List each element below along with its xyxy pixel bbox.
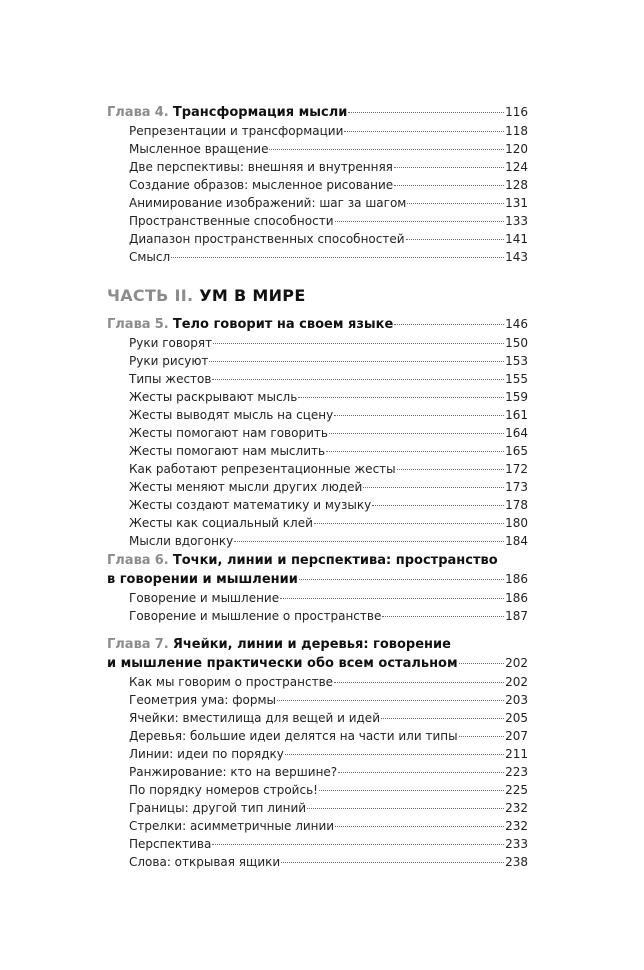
entry-page: 184 (505, 534, 528, 548)
dot-leader (406, 239, 505, 240)
dot-leader (334, 682, 504, 683)
toc-entry (107, 462, 528, 480)
entry-page: 178 (505, 498, 528, 512)
chapter-6-heading-line-1 (107, 553, 528, 572)
toc-entry (107, 591, 528, 609)
entry-page: 187 (505, 609, 528, 623)
toc-entry (107, 354, 528, 372)
entry-title: Пространственные способности (129, 214, 334, 228)
toc-entry (107, 178, 528, 196)
chapter-page: 202 (505, 656, 528, 670)
entry-title: Говорение и мышление о пространстве (129, 609, 382, 623)
entry-title: Создание образов: мысленное рисование (129, 178, 394, 192)
toc-entry (107, 124, 528, 142)
entry-page: 161 (505, 408, 528, 422)
chapter-number: 7. (154, 637, 169, 652)
chapter-label: Глава (107, 105, 151, 120)
chapter-label: Глава (107, 317, 151, 332)
entry-title: Жесты раскрывают мысль (129, 390, 298, 404)
entry-page: 124 (505, 160, 528, 174)
entry-title: Жесты помогают нам говорить (129, 426, 328, 440)
entry-page: 131 (505, 196, 528, 210)
entry-page: 186 (505, 591, 528, 605)
entry-title: Как работают репрезентационные жесты (129, 462, 396, 476)
toc-entry (107, 372, 528, 390)
dot-leader (209, 361, 504, 362)
entry-page: 128 (505, 178, 528, 192)
entry-title: Жесты меняют мысли других людей (129, 480, 363, 494)
toc-entry (107, 855, 528, 873)
chapter-label: Глава (107, 553, 151, 568)
toc-entry (107, 336, 528, 354)
dot-leader (234, 541, 504, 542)
entry-page: 233 (505, 837, 528, 851)
entry-title: Слова: открывая ящики (129, 855, 281, 869)
dot-leader (344, 131, 504, 132)
entry-title: Диапазон пространственных способностей (129, 232, 405, 246)
dot-leader (285, 754, 504, 755)
dot-leader (298, 397, 504, 398)
toc-entry (107, 534, 528, 552)
entry-title: Деревья: большие идеи делятся на части или типы (129, 729, 458, 743)
entry-page: 120 (505, 142, 528, 156)
chapter-5-heading (107, 317, 528, 336)
chapter-number: 5. (154, 317, 169, 332)
entry-page: 232 (505, 819, 528, 833)
chapter-title: Точки, линии и перспектива: пространство (172, 553, 498, 568)
dot-leader (171, 257, 504, 258)
chapter-4-heading (107, 105, 528, 124)
toc-entry (107, 819, 528, 837)
entry-title: Ячейки: вместилища для вещей и идей (129, 711, 380, 725)
chapter-4-block (107, 105, 528, 268)
entry-title: Как мы говорим о пространстве (129, 675, 334, 689)
entry-title: Жесты создают математику и музыку (129, 498, 372, 512)
entry-page: 232 (505, 801, 528, 815)
toc-entry (107, 711, 528, 729)
dot-leader (394, 167, 504, 168)
chapter-title: Тело говорит на своем языке (172, 317, 394, 332)
part-title: УМ В МИРЕ (199, 286, 306, 305)
entry-page: 180 (505, 516, 528, 530)
entry-title: Анимирование изображений: шаг за шагом (129, 196, 407, 210)
toc-entry (107, 196, 528, 214)
toc-entry (107, 675, 528, 693)
dot-leader (329, 433, 504, 434)
entry-title: Ранжирование: кто на вершине? (129, 765, 338, 779)
dot-leader (381, 718, 504, 719)
entry-page: 165 (505, 444, 528, 458)
dot-leader (335, 826, 504, 827)
toc-entry (107, 801, 528, 819)
dot-leader (397, 469, 504, 470)
chapter-page: 146 (505, 317, 528, 331)
chapter-5-block (107, 317, 528, 552)
chapter-title-continued: и мышление практически обо всем остальном (107, 656, 458, 671)
entry-title: Границы: другой тип линий (129, 801, 307, 815)
entry-page: 143 (505, 250, 528, 264)
dot-leader (281, 862, 504, 863)
dot-leader (459, 736, 505, 737)
entry-page: 202 (505, 675, 528, 689)
chapter-title: Трансформация мысли (172, 105, 348, 120)
entry-title: Линии: идеи по порядку (129, 747, 284, 761)
toc-entry (107, 516, 528, 534)
toc-entry (107, 160, 528, 178)
dot-leader (326, 451, 504, 452)
toc-entry (107, 609, 528, 627)
entry-page: 203 (505, 693, 528, 707)
chapter-number: 6. (154, 553, 169, 568)
entry-title: Типы жестов (129, 372, 212, 386)
toc-entry (107, 480, 528, 498)
toc-entry (107, 693, 528, 711)
entry-title: Жесты как социальный клей (129, 516, 313, 530)
toc-entry (107, 747, 528, 765)
toc-entry (107, 498, 528, 516)
entry-page: 172 (505, 462, 528, 476)
toc-entry (107, 783, 528, 801)
entry-page: 207 (505, 729, 528, 743)
entry-title: Мысленное вращение (129, 142, 269, 156)
toc-entry (107, 729, 528, 747)
entry-title: Репрезентации и трансформации (129, 124, 344, 138)
dot-leader (394, 324, 504, 325)
entry-page: 155 (505, 372, 528, 386)
entry-title: По порядку номеров стройсь! (129, 783, 318, 797)
chapter-6-heading-line-2 (107, 572, 528, 591)
toc-entry (107, 142, 528, 160)
entry-page: 159 (505, 390, 528, 404)
entry-page: 238 (505, 855, 528, 869)
chapter-7-block (107, 637, 528, 873)
dot-leader (269, 149, 504, 150)
entry-page: 205 (505, 711, 528, 725)
dot-leader (213, 343, 504, 344)
toc-entry (107, 444, 528, 462)
dot-leader (277, 700, 504, 701)
entry-title: Геометрия ума: формы (129, 693, 277, 707)
chapter-number: 4. (154, 105, 169, 120)
entry-page: 173 (505, 480, 528, 494)
dot-leader (348, 112, 504, 113)
entry-title: Мысли вдогонку (129, 534, 234, 548)
dot-leader (335, 221, 505, 222)
toc-entry (107, 232, 528, 250)
entry-page: 211 (505, 747, 528, 761)
entry-page: 141 (505, 232, 528, 246)
toc-entry (107, 837, 528, 855)
toc-entry (107, 214, 528, 232)
dot-leader (372, 505, 504, 506)
dot-leader (363, 487, 504, 488)
entry-title: Стрелки: асимметричные линии (129, 819, 335, 833)
toc-entry (107, 426, 528, 444)
entry-title: Руки говорят (129, 336, 213, 350)
chapter-7-heading-line-1 (107, 637, 528, 656)
dot-leader (394, 185, 504, 186)
entry-title: Перспектива (129, 837, 212, 851)
chapter-7-heading-line-2 (107, 656, 528, 675)
chapter-page: 116 (505, 105, 528, 119)
dot-leader (338, 772, 504, 773)
dot-leader (307, 808, 504, 809)
part-heading (107, 286, 306, 305)
entry-title: Жесты выводят мысль на сцену (129, 408, 334, 422)
entry-title: Две перспективы: внешняя и внутренняя (129, 160, 393, 174)
dot-leader (382, 616, 504, 617)
part-label: ЧАСТЬ II. (107, 286, 194, 305)
entry-page: 225 (505, 783, 528, 797)
dot-leader (280, 598, 504, 599)
entry-title: Говорение и мышление (129, 591, 280, 605)
entry-page: 150 (505, 336, 528, 350)
dot-leader (212, 844, 504, 845)
chapter-title-continued: в говорении и мышлении (107, 572, 298, 587)
toc-entry (107, 765, 528, 783)
dot-leader (319, 790, 504, 791)
chapter-title: Ячейки, линии и деревья: говорение (172, 637, 451, 652)
chapter-label: Глава (107, 637, 151, 652)
entry-title: Жесты помогают нам мыслить (129, 444, 326, 458)
entry-page: 118 (505, 124, 528, 138)
entry-page: 153 (505, 354, 528, 368)
dot-leader (314, 523, 504, 524)
toc-entry (107, 408, 528, 426)
entry-page: 223 (505, 765, 528, 779)
chapter-6-block (107, 553, 528, 627)
toc-entry (107, 390, 528, 408)
entry-title: Смысл (129, 250, 171, 264)
entry-title: Руки рисуют (129, 354, 209, 368)
chapter-page: 186 (505, 572, 528, 586)
dot-leader (212, 379, 504, 380)
toc-entry (107, 250, 528, 268)
entry-page: 164 (505, 426, 528, 440)
dot-leader (407, 203, 504, 204)
dot-leader (334, 415, 504, 416)
dot-leader (299, 579, 504, 580)
dot-leader (459, 663, 504, 664)
entry-page: 133 (505, 214, 528, 228)
